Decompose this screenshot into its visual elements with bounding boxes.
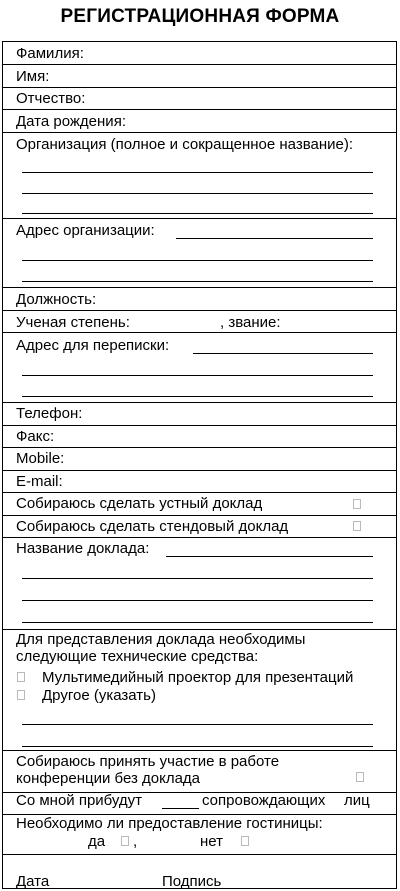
report-title-line[interactable] (22, 600, 373, 601)
org-address-line[interactable] (176, 238, 373, 239)
surname-label: Фамилия: (16, 45, 84, 62)
other-label: Другое (указать) (42, 687, 156, 704)
organization-label: Организация (полное и сокращенное название): (16, 136, 354, 153)
projector-checkbox[interactable] (17, 672, 25, 682)
mobile-label: Mobile: (16, 450, 65, 467)
row-divider (3, 854, 396, 855)
date-label: Дата (16, 873, 50, 890)
row-divider (3, 515, 396, 516)
row-divider (3, 447, 396, 448)
row-divider (3, 310, 396, 311)
row-divider (3, 492, 396, 493)
row-divider (3, 402, 396, 403)
organization-line[interactable] (22, 172, 373, 173)
signature-label: Подпись (162, 873, 222, 890)
mail-address-line[interactable] (22, 396, 373, 397)
hotel-comma: , (133, 833, 138, 850)
mail-address-label: Адрес для переписки: (16, 337, 170, 354)
accompany-label-2: сопровождающих (202, 792, 326, 809)
rank-label: , звание: (220, 314, 281, 331)
birth-date-label: Дата рождения: (16, 113, 126, 130)
row-divider (3, 64, 396, 65)
report-title-line[interactable] (166, 556, 373, 557)
no-report-label-2: конференции без доклада (16, 770, 201, 787)
organization-line[interactable] (22, 193, 373, 194)
other-line[interactable] (22, 724, 373, 725)
phone-label: Телефон: (16, 405, 83, 422)
other-line[interactable] (22, 746, 373, 747)
tech-means-label-2: следующие технические средства: (16, 648, 259, 665)
mail-address-line[interactable] (193, 353, 373, 354)
hotel-yes-checkbox[interactable] (121, 836, 129, 846)
degree-label: Ученая степень: (16, 314, 130, 331)
report-title-line[interactable] (22, 578, 373, 579)
accompany-label-1: Со мной прибудут (16, 792, 143, 809)
row-divider (3, 629, 396, 630)
row-divider (3, 537, 396, 538)
hotel-no-checkbox[interactable] (241, 836, 249, 846)
other-checkbox[interactable] (17, 690, 25, 700)
accompany-label-3: лиц (344, 792, 370, 809)
row-divider (3, 287, 396, 288)
row-divider (3, 132, 396, 133)
hotel-yes-label: да (88, 833, 106, 850)
row-divider (3, 87, 396, 88)
poster-report-checkbox[interactable] (353, 521, 361, 531)
position-label: Должность: (16, 291, 97, 308)
tech-means-label-1: Для представления доклада необходимы (16, 631, 306, 648)
no-report-label-1: Собираюсь принять участие в работе (16, 753, 280, 770)
organization-line[interactable] (22, 213, 373, 214)
accompany-count-line[interactable] (162, 808, 199, 809)
no-report-checkbox[interactable] (356, 772, 364, 782)
row-divider (3, 218, 396, 219)
mail-address-line[interactable] (22, 375, 373, 376)
row-divider (3, 470, 396, 471)
report-title-label: Название доклада: (16, 540, 150, 557)
oral-report-label: Собираюсь сделать устный доклад (16, 495, 263, 512)
form-title: РЕГИСТРАЦИОННАЯ ФОРМА (60, 6, 340, 27)
row-divider (3, 109, 396, 110)
hotel-no-label: нет (200, 833, 223, 850)
org-address-line[interactable] (22, 260, 373, 261)
fax-label: Факс: (16, 428, 55, 445)
row-divider (3, 425, 396, 426)
row-divider (3, 332, 396, 333)
poster-report-label: Собираюсь сделать стендовый доклад (16, 518, 289, 535)
oral-report-checkbox[interactable] (353, 499, 361, 509)
org-address-line[interactable] (22, 281, 373, 282)
patronymic-label: Отчество: (16, 90, 86, 107)
row-divider (3, 750, 396, 751)
email-label: E-mail: (16, 473, 63, 490)
name-label: Имя: (16, 68, 50, 85)
projector-label: Мультимедийный проектор для презентаций (42, 669, 354, 686)
hotel-label: Необходимо ли предоставление гостиницы: (16, 815, 323, 832)
org-address-label: Адрес организации: (16, 222, 155, 239)
report-title-line[interactable] (22, 622, 373, 623)
